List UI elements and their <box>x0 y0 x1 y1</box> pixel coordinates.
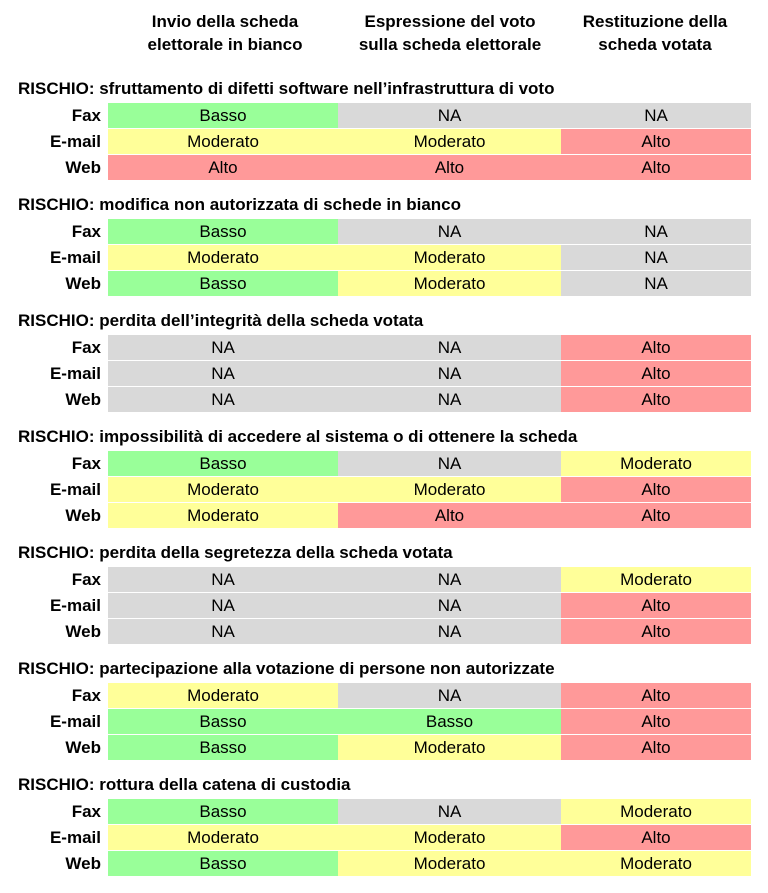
risk-cell: Basso <box>108 735 338 760</box>
risk-cell: NA <box>108 567 338 592</box>
row-label-fax: Fax <box>71 802 101 821</box>
risk-cell: NA <box>338 387 561 412</box>
row-label-e-mail: E-mail <box>49 247 101 267</box>
risk-cell: Moderato <box>338 735 561 760</box>
row-label-web: Web <box>65 621 101 641</box>
risk-cell: Alto <box>561 335 751 360</box>
row-label-web: Web <box>65 505 101 525</box>
column-header-line: scheda votata <box>598 35 712 54</box>
risk-cell: NA <box>338 451 561 476</box>
risk-cell: NA <box>338 567 561 592</box>
risk-cell: Alto <box>561 129 751 154</box>
risk-cell: Moderato <box>561 451 751 476</box>
risk-cell: NA <box>338 335 561 360</box>
column-header-line: Restituzione della <box>582 12 728 31</box>
row-label-web: Web <box>65 389 101 409</box>
risk-cell: Basso <box>108 851 338 876</box>
risk-cell: Alto <box>561 361 751 386</box>
risk-cell: Alto <box>108 155 338 180</box>
risk-cell: NA <box>338 799 561 824</box>
row-label-web: Web <box>65 273 101 293</box>
risk-cell: NA <box>561 103 751 128</box>
risk-cell: NA <box>108 361 338 386</box>
risk-title-7: RISCHIO: rottura della catena di custodia <box>18 775 351 794</box>
risk-cell: NA <box>338 683 561 708</box>
row-label-web: Web <box>65 853 101 873</box>
risk-cell: Alto <box>561 619 751 644</box>
risk-cell: Alto <box>561 477 751 502</box>
risk-cell: Alto <box>561 387 751 412</box>
row-label-fax: Fax <box>71 338 101 357</box>
risk-title-5: RISCHIO: perdita della segretezza della scheda votata <box>18 543 453 562</box>
risk-title-4: RISCHIO: impossibilità di accedere al sistema o di ottenere la scheda <box>18 427 578 446</box>
risk-cell: Alto <box>561 503 751 528</box>
row-label-fax: Fax <box>71 570 101 589</box>
row-label-e-mail: E-mail <box>49 479 101 499</box>
risk-cell: Basso <box>108 103 338 128</box>
risk-cell: NA <box>338 219 561 244</box>
risk-cell: Moderato <box>108 825 338 850</box>
risk-cell: Alto <box>338 503 561 528</box>
risk-cell: Moderato <box>561 799 751 824</box>
risk-cell: NA <box>338 619 561 644</box>
risk-cell: Moderato <box>108 245 338 270</box>
risk-cell: Moderato <box>108 503 338 528</box>
risk-cell: NA <box>108 335 338 360</box>
row-label-e-mail: E-mail <box>49 363 101 383</box>
column-header-3 <box>542 10 768 56</box>
risk-cell: Alto <box>561 709 751 734</box>
risk-title-6: RISCHIO: partecipazione alla votazione di persone non autorizzate <box>18 659 555 678</box>
risk-cell: Basso <box>108 709 338 734</box>
risk-cell: NA <box>561 245 751 270</box>
row-label-web: Web <box>65 737 101 757</box>
row-label-e-mail: E-mail <box>49 711 101 731</box>
risk-cell: Moderato <box>338 129 561 154</box>
risk-cell: Alto <box>338 155 561 180</box>
risk-cell: Alto <box>561 683 751 708</box>
column-header-line: sulla scheda elettorale <box>358 35 542 54</box>
column-header-line: Invio della scheda <box>151 12 299 31</box>
risk-cell: Basso <box>108 219 338 244</box>
row-label-fax: Fax <box>71 454 101 473</box>
risk-cell: Moderato <box>338 825 561 850</box>
risk-cell: Moderato <box>108 683 338 708</box>
row-label-fax: Fax <box>71 106 101 125</box>
risk-cell: Moderato <box>561 851 751 876</box>
column-header-line: elettorale in bianco <box>147 35 303 54</box>
risk-cell: NA <box>338 103 561 128</box>
column-header-1 <box>112 10 338 56</box>
risk-cell: Basso <box>108 451 338 476</box>
risk-cell: Alto <box>561 593 751 618</box>
risk-cell: Basso <box>108 271 338 296</box>
row-label-e-mail: E-mail <box>49 827 101 847</box>
risk-cell: NA <box>338 593 561 618</box>
risk-cell: Moderato <box>338 851 561 876</box>
column-header-2 <box>337 10 563 56</box>
risk-cell: Moderato <box>561 567 751 592</box>
risk-cell: Moderato <box>338 245 561 270</box>
risk-cell: Moderato <box>338 477 561 502</box>
risk-cell: NA <box>108 593 338 618</box>
risk-cell: Moderato <box>108 477 338 502</box>
risk-title-1: RISCHIO: sfruttamento di difetti software nell’infrastruttura di voto <box>18 79 555 98</box>
risk-cell: Moderato <box>338 271 561 296</box>
risk-cell: Alto <box>561 825 751 850</box>
column-header-line: Espressione del voto <box>364 12 536 31</box>
risk-title-3: RISCHIO: perdita dell’integrità della scheda votata <box>18 311 424 330</box>
risk-cell: NA <box>561 271 751 296</box>
row-label-e-mail: E-mail <box>49 131 101 151</box>
risk-cell: NA <box>108 619 338 644</box>
row-label-e-mail: E-mail <box>49 595 101 615</box>
risk-cell: Alto <box>561 155 751 180</box>
risk-cell: Moderato <box>108 129 338 154</box>
risk-title-2: RISCHIO: modifica non autorizzata di schede in bianco <box>18 195 461 214</box>
risk-cell: Basso <box>338 709 561 734</box>
row-label-web: Web <box>65 157 101 177</box>
risk-cell: Basso <box>108 799 338 824</box>
risk-cell: NA <box>561 219 751 244</box>
risk-cell: NA <box>108 387 338 412</box>
risk-cell: NA <box>338 361 561 386</box>
row-label-fax: Fax <box>71 222 101 241</box>
risk-cell: Alto <box>561 735 751 760</box>
row-label-fax: Fax <box>71 686 101 705</box>
